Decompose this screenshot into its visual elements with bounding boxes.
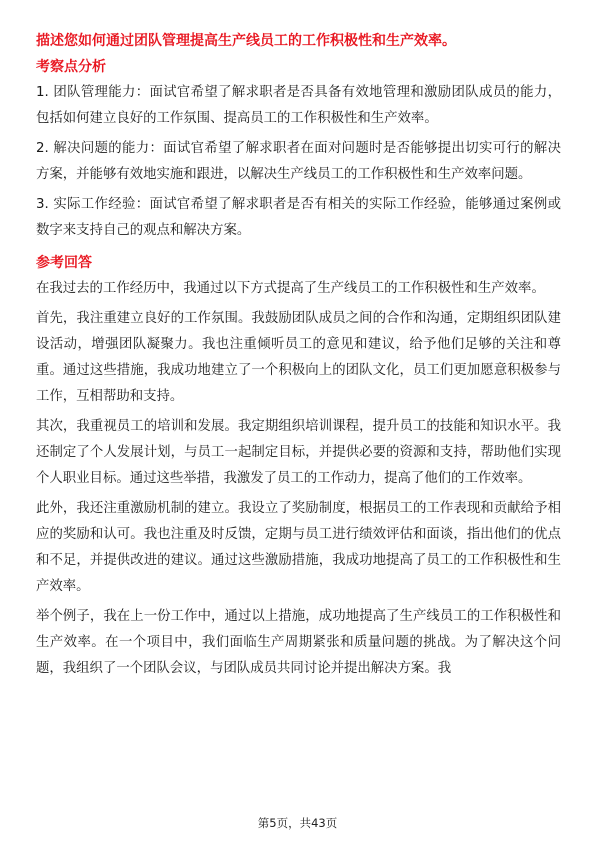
analysis-item: 2. 解决问题的能力：面试官希望了解求职者在面对问题时是否能够提出切实可行的解决方案，并能够有效地实施和跟进，以解决生产线员工的工作积极性和生产效率问题。 — [36, 141, 561, 182]
answer-paragraph: 在我过去的工作经历中，我通过以下方式提高了生产线员工的工作积极性和生产效率。 — [36, 281, 545, 296]
answer-heading: 参考回答 — [36, 255, 92, 271]
page-content — [36, 30, 561, 686]
answer-paragraph: 其次，我重视员工的培训和发展。我定期组织培训课程，提升员工的技能和知识水平。我还制定了个人发展计划，与员工一起制定目标，并提供必要的资源和支持，帮助他们实现个人职业目标。通过这些举措，我激发了员工的工作动力，提高了他们的工作效率。 — [36, 419, 561, 486]
answer-paragraph: 举个例子，我在上一份工作中，通过以上措施，成功地提高了生产线员工的工作积极性和生产效率。在一个项目中，我们面临生产周期紧张和质量问题的挑战。为了解决这个问题，我组织了一个团队会议，与团队成员共同讨论并提出解决方案。我 — [36, 609, 561, 676]
answer-paragraph: 首先，我注重建立良好的工作氛围。我鼓励团队成员之间的合作和沟通，定期组织团队建设活动，增强团队凝聚力。我也注重倾听员工的意见和建议，给予他们足够的关注和尊重。通过这些措施，我成功地建立了一个积极向上的团队文化，员工们更加愿意积极参与工作，互相帮助和支持。 — [36, 311, 561, 404]
page-number: 第5页，共43页 — [257, 816, 338, 830]
analysis-heading: 考察点分析 — [36, 59, 106, 75]
analysis-item: 1. 团队管理能力：面试官希望了解求职者是否具备有效地管理和激励团队成员的能力，包括如何建立良好的工作氛围、提高员工的工作积极性和生产效率。 — [36, 85, 561, 126]
question-title: 描述您如何通过团队管理提高生产线员工的工作积极性和生产效率。 — [36, 33, 456, 49]
analysis-item: 3. 实际工作经验：面试官希望了解求职者是否有相关的实际工作经验，能够通过案例或数字来支持自己的观点和解决方案。 — [36, 197, 561, 238]
answer-paragraph: 此外，我还注重激励机制的建立。我设立了奖励制度，根据员工的工作表现和贡献给予相应的奖励和认可。我也注重及时反馈，定期与员工进行绩效评估和面谈，指出他们的优点和不足，并提供改进的建议。通过这些激励措施，我成功地提高了员工的工作积极性和生产效率。 — [36, 501, 561, 594]
